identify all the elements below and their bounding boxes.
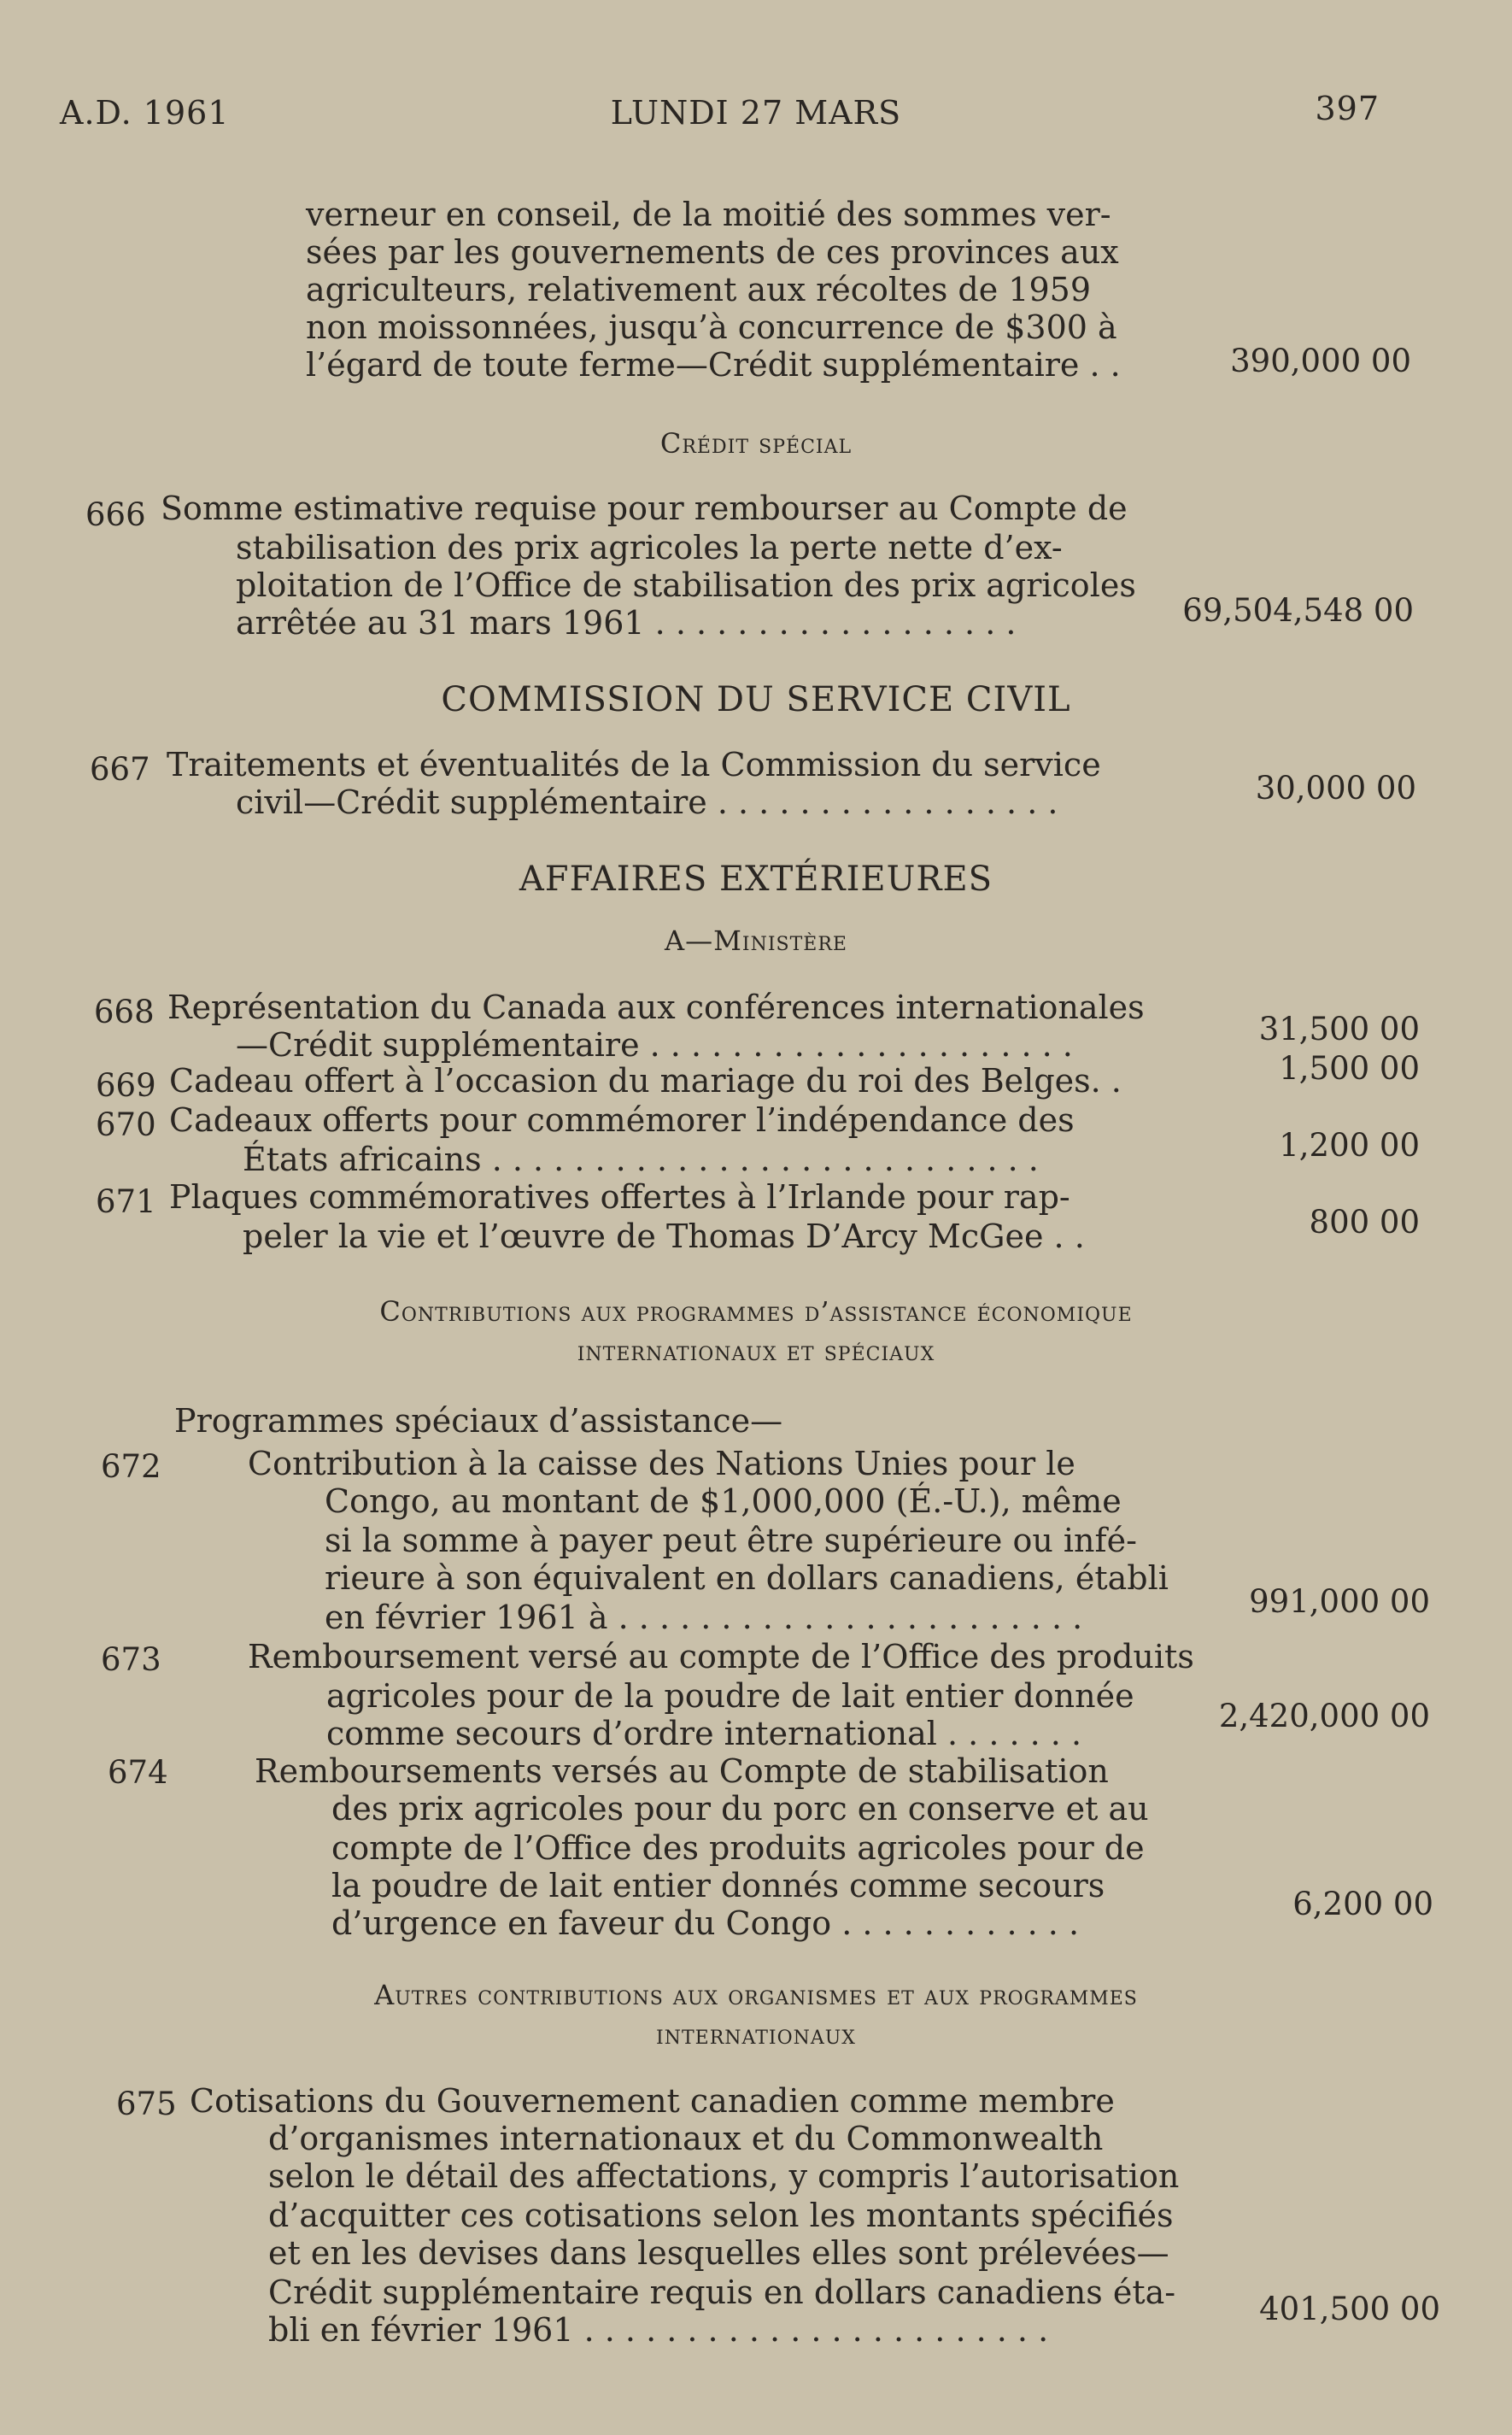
amount: 390,000 00 xyxy=(1230,343,1411,379)
section-title-commission: COMMISSION DU SERVICE CIVIL xyxy=(441,680,1071,719)
text-line: comme secours d’ordre international . . . . . . . xyxy=(326,1715,1082,1752)
text-line: et en les devises dans lesquelles elles sont prélevées— xyxy=(268,2234,1169,2272)
text-line: peler la vie et l’œuvre de Thomas D’Arcy McGee . . xyxy=(243,1218,1085,1255)
section-title-contributions-line2: internationaux et spéciaux xyxy=(577,1335,935,1367)
section-title-autres: Autres contributions aux organismes et aux programmes xyxy=(374,1979,1138,2011)
section-title-credit-special: Crédit spécial xyxy=(659,427,853,460)
amount: 30,000 00 xyxy=(1255,770,1416,807)
text-line: stabilisation des prix agricoles la perte nette d’ex- xyxy=(236,529,1063,566)
amount: 401,500 00 xyxy=(1259,2291,1440,2327)
text-line: civil—Crédit supplémentaire . . . . . . . . . . . . . . . . . xyxy=(236,783,1058,821)
text-line: d’acquitter ces cotisations selon les montants spécifiés xyxy=(268,2197,1174,2234)
item-number: 669 xyxy=(96,1067,156,1104)
text-line: Cadeau offert à l’occasion du mariage du roi des Belges. . xyxy=(169,1062,1122,1100)
text-line: Cotisations du Gouvernement canadien comme membre xyxy=(190,2082,1115,2120)
amount: 991,000 00 xyxy=(1249,1583,1430,1620)
item-number: 672 xyxy=(101,1448,161,1485)
amount: 6,200 00 xyxy=(1292,1886,1433,1922)
text-line: non moissonnées, jusqu’à concurrence de $300 à xyxy=(306,308,1117,346)
item-number: 673 xyxy=(101,1641,161,1678)
text-line: Traitements et éventualités de la Commission du service xyxy=(167,746,1101,783)
text-line: d’organismes internationaux et du Commonwealth xyxy=(268,2120,1104,2157)
item-number: 670 xyxy=(96,1106,156,1143)
text-line: Représentation du Canada aux conférences internationales xyxy=(167,989,1145,1026)
text-line: Congo, au montant de $1,000,000 (É.-U.), même xyxy=(325,1482,1122,1520)
item-number: 667 xyxy=(90,751,150,788)
header-year: A.D. 1961 xyxy=(60,94,230,132)
text-line: Cadeaux offerts pour commémorer l’indépendance des xyxy=(169,1101,1075,1139)
text-line: agriculteurs, relativement aux récoltes de 1959 xyxy=(306,271,1091,308)
item-number: 666 xyxy=(85,496,146,533)
text-line: Somme estimative requise pour rembourser au Compte de xyxy=(161,490,1128,527)
text-line: ploitation de l’Office de stabilisation des prix agricoles xyxy=(236,566,1136,604)
amount: 1,200 00 xyxy=(1279,1127,1420,1164)
item-number: 671 xyxy=(96,1183,156,1220)
amount: 69,504,548 00 xyxy=(1182,592,1414,629)
text-line: Contribution à la caisse des Nations Unies pour le xyxy=(248,1445,1075,1482)
text-line: Crédit supplémentaire requis en dollars canadiens éta- xyxy=(268,2274,1176,2311)
item-number: 674 xyxy=(108,1754,168,1791)
text-line: d’urgence en faveur du Congo . . . . . . . . . . . . xyxy=(331,1904,1080,1942)
text-line: verneur en conseil, de la moitié des sommes ver- xyxy=(306,196,1111,233)
subsection-label-programmes: Programmes spéciaux d’assistance— xyxy=(174,1402,783,1440)
item-number: 675 xyxy=(116,2086,177,2122)
text-line: agricoles pour de la poudre de lait entier donnée xyxy=(326,1677,1134,1715)
text-line: sées par les gouvernements de ces provinces aux xyxy=(306,233,1119,271)
section-subtitle-ministere: A—Ministère xyxy=(665,924,847,957)
text-line: des prix agricoles pour du porc en conserve et au xyxy=(331,1790,1149,1828)
text-line: rieure à son équivalent en dollars canadiens, établi xyxy=(325,1559,1169,1597)
text-line: États africains . . . . . . . . . . . . . . . . . . . . . . . . . . . xyxy=(243,1141,1039,1178)
text-line: —Crédit supplémentaire . . . . . . . . . . . . . . . . . . . . . xyxy=(236,1026,1073,1064)
section-title-affaires: AFFAIRES EXTÉRIEURES xyxy=(519,860,993,899)
header-date: LUNDI 27 MARS xyxy=(610,94,902,132)
page-number: 397 xyxy=(1315,90,1380,127)
amount: 800 00 xyxy=(1309,1204,1420,1241)
text-line: en février 1961 à . . . . . . . . . . . . . . . . . . . . . . . xyxy=(325,1599,1083,1636)
text-line: Remboursement versé au compte de l’Office des produits xyxy=(248,1638,1194,1675)
text-line: la poudre de lait entier donnés comme secours xyxy=(331,1867,1105,1904)
text-line: arrêtée au 31 mars 1961 . . . . . . . . . . . . . . . . . . xyxy=(236,604,1017,642)
text-line: Remboursements versés au Compte de stabilisation xyxy=(255,1752,1109,1790)
text-line: bli en février 1961 . . . . . . . . . . . . . . . . . . . . . . . xyxy=(268,2311,1049,2349)
amount: 1,500 00 xyxy=(1279,1050,1420,1087)
text-line: si la somme à payer peut être supérieure ou infé- xyxy=(325,1522,1137,1559)
section-title-contributions: Contributions aux programmes d’assistance économique xyxy=(379,1295,1133,1328)
amount: 2,420,000 00 xyxy=(1218,1698,1430,1734)
item-number: 668 xyxy=(94,994,155,1030)
section-title-autres-line2: internationaux xyxy=(656,2018,856,2051)
text-line: l’égard de toute ferme—Crédit supplémentaire . . xyxy=(306,346,1121,384)
text-line: selon le détail des affectations, y compris l’autorisation xyxy=(268,2157,1180,2195)
text-line: compte de l’Office des produits agricoles pour de xyxy=(331,1829,1145,1867)
amount: 31,500 00 xyxy=(1258,1011,1420,1047)
text-line: Plaques commémoratives offertes à l’Irlande pour rap- xyxy=(169,1178,1070,1216)
